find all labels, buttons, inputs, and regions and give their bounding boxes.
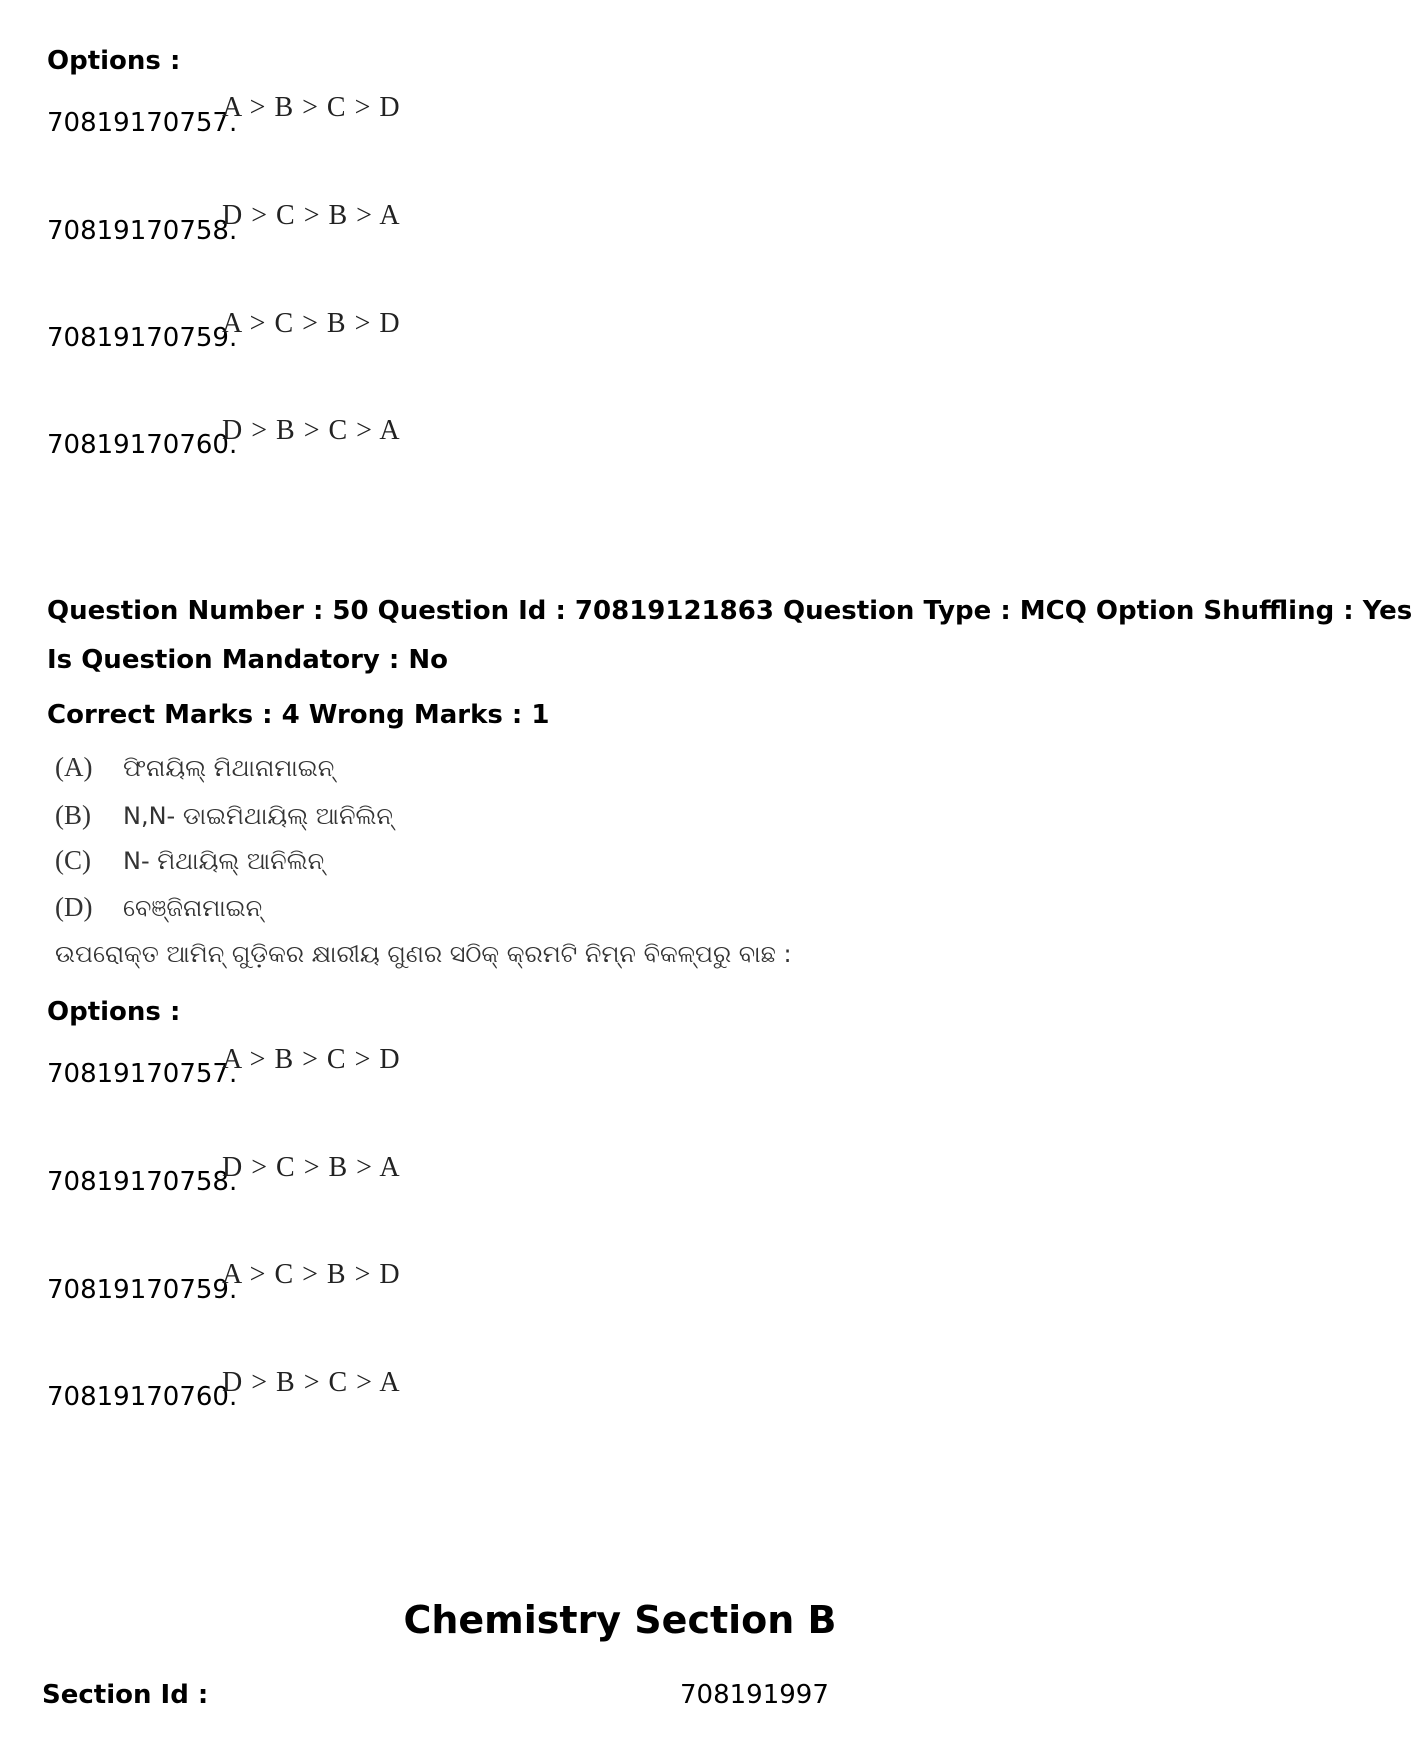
statement-letter: (C) xyxy=(55,845,91,875)
option-id: 70819170759. xyxy=(47,1275,238,1305)
option-formula: A > B > C > D xyxy=(222,1044,401,1075)
option-id: 70819170760. xyxy=(47,1382,238,1412)
statement-letter: (B) xyxy=(55,800,91,830)
section-id-label: Section Id : xyxy=(42,1680,209,1710)
option-id: 70819170759. xyxy=(47,323,238,353)
question-stem: ଉପରୋକ୍ତ ଆମିନ୍ ଗୁଡ଼ିକର କ୍ଷାରୀୟ ଗୁଣର ସଠିକ୍ କ୍ରମଟି ନିମ୍ନ ବିକଳ୍ପରୁ ବାଛ : xyxy=(55,940,792,968)
statement-d xyxy=(55,892,262,923)
section-id-value: 708191997 xyxy=(680,1680,829,1710)
question-marks: Correct Marks : 4 Wrong Marks : 1 xyxy=(47,700,550,730)
option-formula: D > C > B > A xyxy=(222,200,401,231)
statement-text: N,N- ଡାଇମିଥାୟିଲ୍ ଆନିଲିନ୍ xyxy=(123,802,393,830)
statement-a xyxy=(55,752,334,783)
option-formula: A > C > B > D xyxy=(222,1259,401,1290)
option-id: 70819170757. xyxy=(47,1059,238,1089)
statement-c xyxy=(55,845,324,876)
options-label: Options : xyxy=(47,997,181,1027)
option-formula: A > C > B > D xyxy=(222,308,401,339)
option-formula: A > B > C > D xyxy=(222,92,401,123)
options-label: Options : xyxy=(47,46,181,76)
statement-letter: (A) xyxy=(55,752,93,782)
statement-text: ବେଞ୍ଜିନାମାଇନ୍ xyxy=(123,894,263,922)
question-mandatory: Is Question Mandatory : No xyxy=(47,645,448,675)
statement-text: ଫିନାୟିଲ୍ ମିଥାନାମାଇନ୍ xyxy=(123,754,335,782)
option-formula: D > B > C > A xyxy=(222,1367,401,1398)
statement-letter: (D) xyxy=(55,892,93,922)
option-formula: D > C > B > A xyxy=(222,1152,401,1183)
statement-b xyxy=(55,800,393,831)
option-id: 70819170758. xyxy=(47,216,238,246)
section-title: Chemistry Section B xyxy=(403,1598,837,1642)
option-formula: D > B > C > A xyxy=(222,415,401,446)
option-id: 70819170760. xyxy=(47,430,238,460)
option-id: 70819170757. xyxy=(47,108,238,138)
statement-text: N- ମିଥାୟିଲ୍ ଆନିଲିନ୍ xyxy=(123,847,325,875)
question-header: Question Number : 50 Question Id : 70819121863 Question Type : MCQ Option Shuffling : Yes xyxy=(47,596,1412,626)
option-id: 70819170758. xyxy=(47,1167,238,1197)
